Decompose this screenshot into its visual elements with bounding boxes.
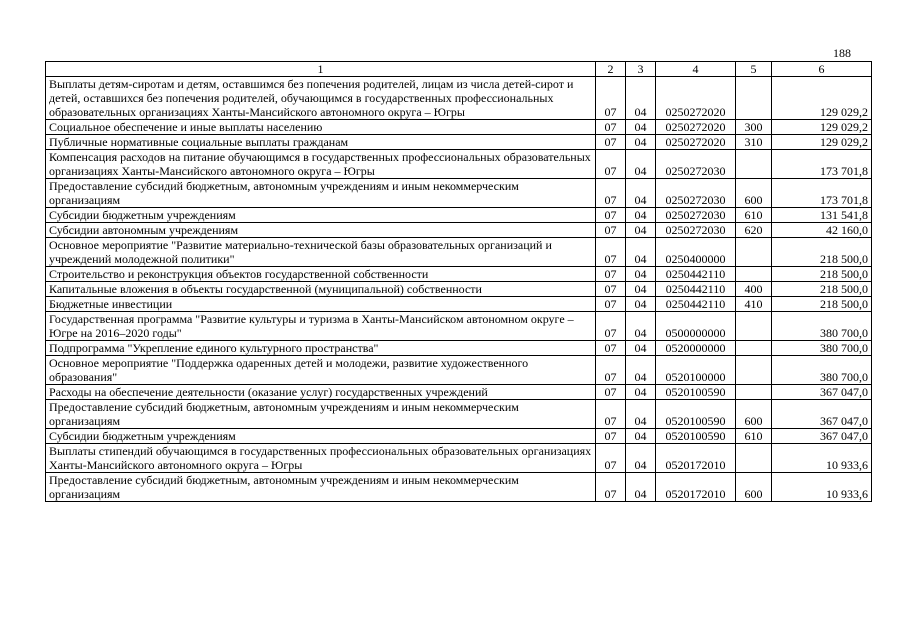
row-amount-cell: 131 541,8 <box>772 208 872 223</box>
row-section-cell: 07 <box>596 297 626 312</box>
row-expense-type-cell <box>736 238 772 267</box>
row-target-item-cell: 0250400000 <box>656 238 736 267</box>
row-target-item-cell: 0250442110 <box>656 297 736 312</box>
table-row <box>46 238 872 267</box>
row-amount-cell: 173 701,8 <box>772 150 872 179</box>
table-header-row <box>46 62 872 77</box>
table-row <box>46 356 872 385</box>
row-name-cell: Капитальные вложения в объекты государственной (муниципальной) собственности <box>46 282 596 297</box>
row-subsection-cell: 04 <box>626 208 656 223</box>
table-row <box>46 150 872 179</box>
row-section-cell: 07 <box>596 135 626 150</box>
row-subsection-cell: 04 <box>626 223 656 238</box>
row-target-item-cell: 0520100000 <box>656 356 736 385</box>
row-target-item-cell: 0250272020 <box>656 120 736 135</box>
table-row <box>46 77 872 120</box>
row-section-cell: 07 <box>596 312 626 341</box>
row-section-cell: 07 <box>596 473 626 502</box>
row-name-cell: Компенсация расходов на питание обучающимся в государственных профессиональных образовательных организациях Ханты-Мансийского автономного округа – Югры <box>46 150 596 179</box>
row-section-cell: 07 <box>596 282 626 297</box>
row-name-cell: Социальное обеспечение и иные выплаты населению <box>46 120 596 135</box>
table-row <box>46 297 872 312</box>
row-expense-type-cell <box>736 150 772 179</box>
table-row <box>46 341 872 356</box>
row-subsection-cell: 04 <box>626 282 656 297</box>
row-expense-type-cell <box>736 267 772 282</box>
row-target-item-cell: 0520000000 <box>656 341 736 356</box>
table-row <box>46 208 872 223</box>
row-expense-type-cell: 600 <box>736 400 772 429</box>
row-amount-cell: 129 029,2 <box>772 135 872 150</box>
row-subsection-cell: 04 <box>626 429 656 444</box>
row-target-item-cell: 0500000000 <box>656 312 736 341</box>
row-name-cell: Субсидии бюджетным учреждениям <box>46 208 596 223</box>
row-name-cell: Подпрограмма "Укрепление единого культурного пространства" <box>46 341 596 356</box>
row-amount-cell: 129 029,2 <box>772 120 872 135</box>
column-header-expense-type: 5 <box>736 62 772 77</box>
row-subsection-cell: 04 <box>626 341 656 356</box>
row-name-cell: Субсидии автономным учреждениям <box>46 223 596 238</box>
row-name-cell: Предоставление субсидий бюджетным, автономным учреждениям и иным некоммерческим организациям <box>46 473 596 502</box>
row-expense-type-cell <box>736 356 772 385</box>
row-section-cell: 07 <box>596 208 626 223</box>
row-target-item-cell: 0250272030 <box>656 179 736 208</box>
row-amount-cell: 380 700,0 <box>772 312 872 341</box>
table-row <box>46 135 872 150</box>
row-name-cell: Расходы на обеспечение деятельности (оказание услуг) государственных учреждений <box>46 385 596 400</box>
row-subsection-cell: 04 <box>626 238 656 267</box>
row-section-cell: 07 <box>596 267 626 282</box>
row-expense-type-cell: 620 <box>736 223 772 238</box>
row-subsection-cell: 04 <box>626 385 656 400</box>
table-row <box>46 120 872 135</box>
row-name-cell: Предоставление субсидий бюджетным, автономным учреждениям и иным некоммерческим организациям <box>46 400 596 429</box>
column-header-subsection: 3 <box>626 62 656 77</box>
column-header-target-item: 4 <box>656 62 736 77</box>
row-name-cell: Публичные нормативные социальные выплаты гражданам <box>46 135 596 150</box>
row-name-cell: Основное мероприятие "Поддержка одаренных детей и молодежи, развитие художественного образования" <box>46 356 596 385</box>
row-target-item-cell: 0250272020 <box>656 135 736 150</box>
row-subsection-cell: 04 <box>626 135 656 150</box>
row-section-cell: 07 <box>596 77 626 120</box>
row-subsection-cell: 04 <box>626 473 656 502</box>
row-amount-cell: 173 701,8 <box>772 179 872 208</box>
row-name-cell: Выплаты стипендий обучающимся в государственных профессиональных образовательных организациях Ханты-Мансийского автономного округа – Югры <box>46 444 596 473</box>
table-row <box>46 400 872 429</box>
table-row <box>46 223 872 238</box>
row-subsection-cell: 04 <box>626 179 656 208</box>
row-section-cell: 07 <box>596 400 626 429</box>
row-amount-cell: 218 500,0 <box>772 282 872 297</box>
row-expense-type-cell: 300 <box>736 120 772 135</box>
row-section-cell: 07 <box>596 120 626 135</box>
row-subsection-cell: 04 <box>626 77 656 120</box>
row-target-item-cell: 0520100590 <box>656 429 736 444</box>
table-row <box>46 282 872 297</box>
row-expense-type-cell: 610 <box>736 208 772 223</box>
table-row <box>46 429 872 444</box>
row-expense-type-cell <box>736 77 772 120</box>
row-subsection-cell: 04 <box>626 312 656 341</box>
row-section-cell: 07 <box>596 444 626 473</box>
row-section-cell: 07 <box>596 150 626 179</box>
table-row <box>46 312 872 341</box>
row-name-cell: Строительство и реконструкция объектов государственной собственности <box>46 267 596 282</box>
row-subsection-cell: 04 <box>626 400 656 429</box>
row-target-item-cell: 0250442110 <box>656 282 736 297</box>
column-header-section: 2 <box>596 62 626 77</box>
row-expense-type-cell: 610 <box>736 429 772 444</box>
table-row <box>46 385 872 400</box>
row-subsection-cell: 04 <box>626 356 656 385</box>
row-amount-cell: 42 160,0 <box>772 223 872 238</box>
row-amount-cell: 218 500,0 <box>772 297 872 312</box>
table-row <box>46 179 872 208</box>
row-amount-cell: 10 933,6 <box>772 444 872 473</box>
row-target-item-cell: 0250272020 <box>656 77 736 120</box>
row-section-cell: 07 <box>596 238 626 267</box>
page-number: 188 <box>833 46 851 60</box>
row-name-cell: Бюджетные инвестиции <box>46 297 596 312</box>
row-amount-cell: 218 500,0 <box>772 238 872 267</box>
row-section-cell: 07 <box>596 356 626 385</box>
row-name-cell: Выплаты детям-сиротам и детям, оставшимся без попечения родителей, лицам из числа детей-сирот и детей, оставшихся без попечения родителей, обучающимся в государственных профессиональных образовательных организациях Ханты-Мансийского автономного округа – Югры <box>46 77 596 120</box>
row-amount-cell: 10 933,6 <box>772 473 872 502</box>
row-target-item-cell: 0250272030 <box>656 208 736 223</box>
row-expense-type-cell <box>736 385 772 400</box>
row-name-cell: Субсидии бюджетным учреждениям <box>46 429 596 444</box>
row-subsection-cell: 04 <box>626 297 656 312</box>
row-subsection-cell: 04 <box>626 150 656 179</box>
row-name-cell: Предоставление субсидий бюджетным, автономным учреждениям и иным некоммерческим организациям <box>46 179 596 208</box>
row-subsection-cell: 04 <box>626 444 656 473</box>
row-name-cell: Государственная программа "Развитие культуры и туризма в Ханты-Мансийском автономном округе – Югре на 2016–2020 годы" <box>46 312 596 341</box>
row-amount-cell: 367 047,0 <box>772 385 872 400</box>
row-expense-type-cell: 310 <box>736 135 772 150</box>
table-row <box>46 267 872 282</box>
row-target-item-cell: 0520172010 <box>656 444 736 473</box>
row-expense-type-cell: 600 <box>736 179 772 208</box>
row-target-item-cell: 0520172010 <box>656 473 736 502</box>
table-row <box>46 473 872 502</box>
row-expense-type-cell <box>736 444 772 473</box>
table-row <box>46 444 872 473</box>
row-target-item-cell: 0520100590 <box>656 385 736 400</box>
row-target-item-cell: 0520100590 <box>656 400 736 429</box>
column-header-name: 1 <box>46 62 596 77</box>
row-amount-cell: 380 700,0 <box>772 356 872 385</box>
row-section-cell: 07 <box>596 341 626 356</box>
row-target-item-cell: 0250272030 <box>656 223 736 238</box>
row-section-cell: 07 <box>596 385 626 400</box>
row-section-cell: 07 <box>596 223 626 238</box>
row-target-item-cell: 0250442110 <box>656 267 736 282</box>
row-expense-type-cell: 600 <box>736 473 772 502</box>
row-expense-type-cell <box>736 341 772 356</box>
row-expense-type-cell: 400 <box>736 282 772 297</box>
row-section-cell: 07 <box>596 429 626 444</box>
row-name-cell: Основное мероприятие "Развитие материально-технической базы образовательных организаций и учреждений молодежной политики" <box>46 238 596 267</box>
column-header-amount: 6 <box>772 62 872 77</box>
row-target-item-cell: 0250272030 <box>656 150 736 179</box>
row-section-cell: 07 <box>596 179 626 208</box>
row-amount-cell: 380 700,0 <box>772 341 872 356</box>
row-amount-cell: 129 029,2 <box>772 77 872 120</box>
row-amount-cell: 218 500,0 <box>772 267 872 282</box>
row-subsection-cell: 04 <box>626 120 656 135</box>
budget-table <box>45 61 872 502</box>
row-subsection-cell: 04 <box>626 267 656 282</box>
row-expense-type-cell: 410 <box>736 297 772 312</box>
row-amount-cell: 367 047,0 <box>772 400 872 429</box>
row-amount-cell: 367 047,0 <box>772 429 872 444</box>
row-expense-type-cell <box>736 312 772 341</box>
